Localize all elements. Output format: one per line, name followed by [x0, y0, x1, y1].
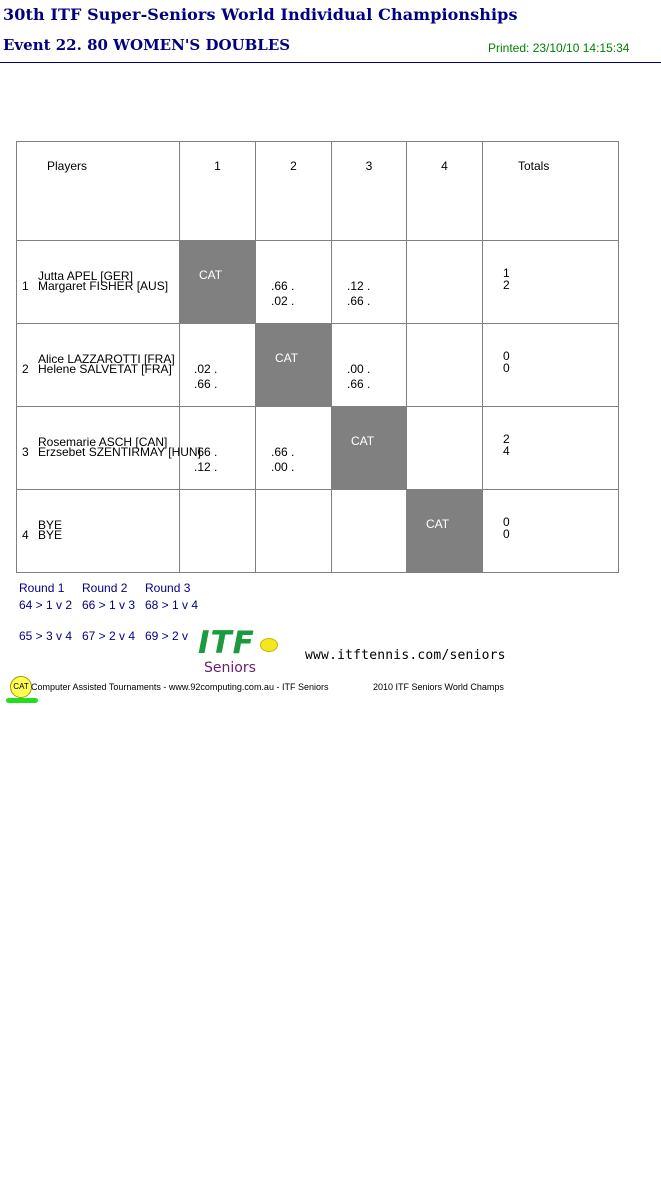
total-value: 0: [503, 515, 510, 529]
footer-event: 2010 ITF Seniors World Champs: [373, 682, 504, 692]
player-name: BYE: [38, 528, 63, 542]
results-grid: [16, 141, 619, 573]
cat-cell: [180, 241, 256, 324]
grid-header-row: [17, 142, 619, 241]
table-row: [17, 324, 619, 407]
score-line: .66 .: [194, 445, 218, 459]
total-value: 0: [503, 361, 510, 375]
player-cell: [17, 407, 201, 490]
round-match: 65 > 3 v 4: [19, 629, 73, 643]
totals-cell: [483, 324, 619, 407]
totals-cell: [483, 407, 619, 490]
score-line: .02 .: [271, 294, 295, 308]
score-line: .00 .: [271, 460, 295, 474]
player-name: Helene SALVETAT [FRA]: [38, 362, 172, 376]
header-col-4: 4: [407, 142, 483, 241]
score-line: .12 .: [194, 460, 218, 474]
score-cell: [180, 490, 256, 573]
cat-label: CAT: [426, 517, 450, 531]
total-value: 2: [503, 432, 510, 446]
player-name: Rosemarie ASCH [CAN]: [38, 435, 168, 449]
score-line: .66 .: [347, 377, 371, 391]
player-number: 1: [22, 279, 29, 293]
total-value: 4: [503, 444, 510, 458]
score-line: .12 .: [347, 279, 371, 293]
player-cell: [17, 490, 180, 573]
score-cell: [180, 324, 256, 407]
cat-label: CAT: [199, 268, 223, 282]
total-value: 0: [503, 527, 510, 541]
score-cell: [407, 324, 483, 407]
header-totals: Totals: [483, 142, 619, 241]
score-line: .02 .: [194, 362, 218, 376]
table-row: [17, 490, 619, 573]
round-header: Round 1: [19, 581, 65, 595]
player-number: 4: [22, 528, 29, 542]
total-value: 1: [503, 266, 510, 280]
page-title: 30th ITF Super-Seniors World Individual Championships: [3, 5, 518, 24]
badge-underline: [6, 698, 38, 703]
player-number: 3: [22, 445, 29, 459]
cat-cell: [407, 490, 483, 573]
cat-badge-icon: CAT: [10, 676, 32, 698]
player-name: Margaret FISHER [AUS]: [38, 279, 169, 293]
cat-cell: [332, 407, 407, 490]
score-cell: [407, 407, 483, 490]
header-col-1: 1: [180, 142, 256, 241]
round-match: 66 > 1 v 3: [82, 598, 136, 612]
score-cell: [256, 490, 332, 573]
score-line: .66 .: [194, 377, 218, 391]
score-cell: [180, 407, 256, 490]
round-header: Round 3: [145, 581, 191, 595]
header-col-3: 3: [332, 142, 407, 241]
player-cell: [17, 324, 180, 407]
printed-timestamp: Printed: 23/10/10 14:15:34: [488, 41, 630, 55]
score-cell: [256, 241, 332, 324]
score-line: .00 .: [347, 362, 371, 376]
round-match: 64 > 1 v 2: [19, 598, 73, 612]
total-value: 0: [503, 349, 510, 363]
score-line: .66 .: [347, 294, 371, 308]
event-title: Event 22. 80 WOMEN'S DOUBLES: [3, 36, 291, 54]
player-name: BYE: [38, 518, 63, 532]
score-line: .66 .: [271, 279, 295, 293]
score-cell: [256, 407, 332, 490]
table-row: [17, 407, 619, 490]
round-match: 68 > 1 v 4: [145, 598, 199, 612]
player-number: 2: [22, 362, 29, 376]
player-name: Erzsebet SZENTIRMAY [HUN]: [38, 445, 201, 459]
round-match: 69 > 2 v: [145, 629, 189, 643]
itf-seniors-logo: [194, 625, 284, 679]
total-value: 2: [503, 278, 510, 292]
score-line: .66 .: [271, 445, 295, 459]
cat-label: CAT: [351, 434, 375, 448]
footer-credit: Computer Assisted Tournaments - www.92computing.com.au - ITF Seniors: [31, 682, 329, 692]
score-cell: [407, 241, 483, 324]
player-name: Alice LAZZAROTTI [FRA]: [38, 352, 175, 366]
website-url: www.itftennis.com/seniors: [305, 648, 506, 663]
logo-text: ITF: [198, 625, 255, 661]
header-divider: [0, 62, 661, 63]
player-name: Jutta APEL [GER]: [38, 269, 133, 283]
round-header: Round 2: [82, 581, 128, 595]
tennis-ball-icon: [260, 638, 278, 652]
totals-cell: [483, 490, 619, 573]
score-cell: [332, 324, 407, 407]
score-cell: [332, 490, 407, 573]
table-row: [17, 241, 619, 324]
score-cell: [332, 241, 407, 324]
round-match: 67 > 2 v 4: [82, 629, 136, 643]
cat-cell: [256, 324, 332, 407]
player-cell: [17, 241, 180, 324]
logo-subtext: Seniors: [204, 660, 256, 676]
cat-label: CAT: [275, 351, 299, 365]
header-players: Players: [17, 142, 180, 241]
header-col-2: 2: [256, 142, 332, 241]
totals-cell: [483, 241, 619, 324]
